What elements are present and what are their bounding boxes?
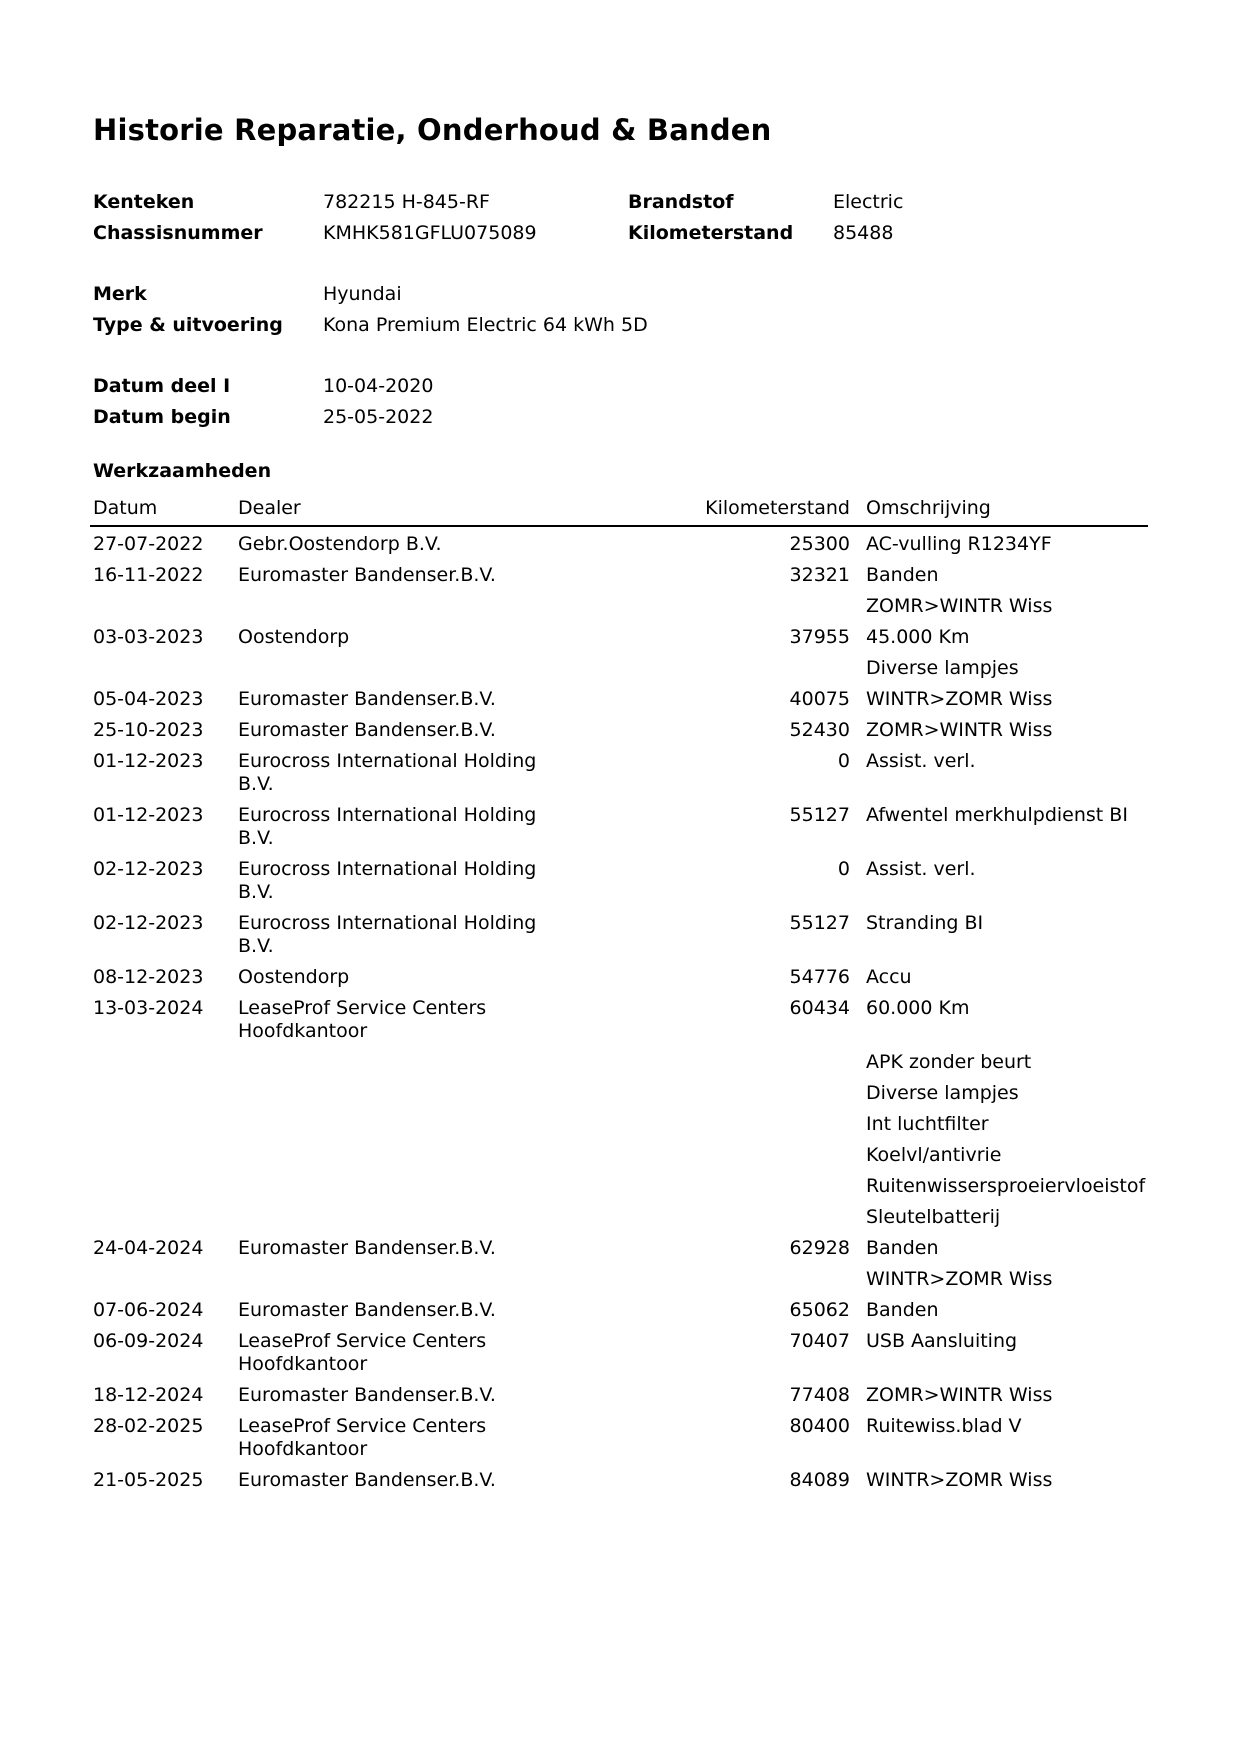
cell-omschrijving: Assist. verl. bbox=[866, 750, 976, 772]
cell-datum: 24-04-2024 bbox=[93, 1237, 204, 1259]
cell-datum: 18-12-2024 bbox=[93, 1384, 204, 1406]
cell-omschrijving: USB Aansluiting bbox=[866, 1330, 1018, 1352]
merk-value: Hyundai bbox=[323, 283, 402, 305]
cell-omschrijving: Diverse lampjes bbox=[866, 657, 1019, 679]
cell-kilometerstand: 62928 bbox=[789, 1237, 850, 1259]
section-title-werkzaamheden: Werkzaamheden bbox=[93, 460, 272, 482]
cell-omschrijving: WINTR>ZOMR Wiss bbox=[866, 688, 1053, 710]
kilometerstand-label: Kilometerstand bbox=[628, 222, 794, 244]
cell-kilometerstand: 55127 bbox=[789, 912, 850, 934]
cell-dealer: Eurocross International Holding B.V. bbox=[238, 750, 537, 795]
header-datum: Datum bbox=[93, 497, 158, 519]
cell-dealer: LeaseProf Service Centers Hoofdkantoor bbox=[238, 997, 487, 1042]
cell-dealer: Euromaster Bandenser.B.V. bbox=[238, 1237, 496, 1259]
cell-kilometerstand: 52430 bbox=[789, 719, 850, 741]
cell-datum: 25-10-2023 bbox=[93, 719, 204, 741]
type-value: Kona Premium Electric 64 kWh 5D bbox=[323, 314, 648, 336]
cell-datum: 01-12-2023 bbox=[93, 750, 204, 772]
cell-dealer: Eurocross International Holding B.V. bbox=[238, 858, 537, 903]
cell-dealer: Oostendorp bbox=[238, 626, 350, 648]
cell-datum: 02-12-2023 bbox=[93, 912, 204, 934]
cell-omschrijving: ZOMR>WINTR Wiss bbox=[866, 595, 1053, 617]
cell-kilometerstand: 55127 bbox=[789, 804, 850, 826]
kilometerstand-value: 85488 bbox=[833, 222, 894, 244]
datum-deel-value: 10-04-2020 bbox=[323, 375, 434, 397]
cell-omschrijving: WINTR>ZOMR Wiss bbox=[866, 1268, 1053, 1290]
cell-kilometerstand: 77408 bbox=[789, 1384, 850, 1406]
cell-dealer: Euromaster Bandenser.B.V. bbox=[238, 688, 496, 710]
cell-dealer: Oostendorp bbox=[238, 966, 350, 988]
cell-kilometerstand: 37955 bbox=[789, 626, 850, 648]
brandstof-label: Brandstof bbox=[628, 191, 734, 213]
cell-datum: 06-09-2024 bbox=[93, 1330, 204, 1352]
cell-kilometerstand: 0 bbox=[837, 750, 850, 772]
cell-omschrijving: Accu bbox=[866, 966, 912, 988]
cell-dealer: LeaseProf Service Centers Hoofdkantoor bbox=[238, 1330, 487, 1375]
type-label: Type & uitvoering bbox=[93, 314, 283, 336]
cell-omschrijving: WINTR>ZOMR Wiss bbox=[866, 1469, 1053, 1491]
header-omschrijving: Omschrijving bbox=[866, 497, 991, 519]
cell-datum: 05-04-2023 bbox=[93, 688, 204, 710]
cell-datum: 01-12-2023 bbox=[93, 804, 204, 826]
cell-omschrijving: 60.000 Km bbox=[866, 997, 970, 1019]
cell-kilometerstand: 54776 bbox=[789, 966, 850, 988]
cell-omschrijving: Banden bbox=[866, 564, 939, 586]
cell-omschrijving: Assist. verl. bbox=[866, 858, 976, 880]
cell-kilometerstand: 0 bbox=[837, 858, 850, 880]
cell-dealer: Eurocross International Holding B.V. bbox=[238, 804, 537, 849]
cell-omschrijving: Ruitenwissersproeiervloeistof bbox=[866, 1175, 1146, 1197]
vehicle-model bbox=[93, 279, 1153, 341]
merk-label: Merk bbox=[93, 283, 147, 305]
datum-deel-label: Datum deel I bbox=[93, 375, 231, 397]
vehicle-dates bbox=[93, 371, 1153, 433]
cell-omschrijving: Banden bbox=[866, 1237, 939, 1259]
cell-datum: 13-03-2024 bbox=[93, 997, 204, 1019]
page-title: Historie Reparatie, Onderhoud & Banden bbox=[93, 113, 772, 147]
datum-begin-label: Datum begin bbox=[93, 406, 231, 428]
cell-omschrijving: Ruitewiss.blad V bbox=[866, 1415, 1022, 1437]
cell-dealer: Eurocross International Holding B.V. bbox=[238, 912, 537, 957]
kenteken-value: 782215 H-845-RF bbox=[323, 191, 490, 213]
cell-kilometerstand: 70407 bbox=[789, 1330, 850, 1352]
cell-dealer: Euromaster Bandenser.B.V. bbox=[238, 719, 496, 741]
cell-dealer: Euromaster Bandenser.B.V. bbox=[238, 1469, 496, 1491]
cell-datum: 02-12-2023 bbox=[93, 858, 204, 880]
cell-omschrijving: Banden bbox=[866, 1299, 939, 1321]
cell-datum: 16-11-2022 bbox=[93, 564, 204, 586]
vehicle-identification bbox=[93, 187, 1153, 249]
cell-omschrijving: Diverse lampjes bbox=[866, 1082, 1019, 1104]
cell-dealer: Euromaster Bandenser.B.V. bbox=[238, 1384, 496, 1406]
cell-dealer: Gebr.Oostendorp B.V. bbox=[238, 533, 442, 555]
cell-datum: 07-06-2024 bbox=[93, 1299, 204, 1321]
datum-begin-value: 25-05-2022 bbox=[323, 406, 434, 428]
chassis-value: KMHK581GFLU075089 bbox=[323, 222, 537, 244]
cell-kilometerstand: 60434 bbox=[789, 997, 850, 1019]
header-kilometerstand: Kilometerstand bbox=[705, 497, 850, 519]
cell-omschrijving: 45.000 Km bbox=[866, 626, 970, 648]
header-dealer: Dealer bbox=[238, 497, 301, 519]
cell-omschrijving: Sleutelbatterij bbox=[866, 1206, 1001, 1228]
cell-kilometerstand: 40075 bbox=[789, 688, 850, 710]
cell-omschrijving: Int luchtfilter bbox=[866, 1113, 989, 1135]
cell-omschrijving: Koelvl/antivrie bbox=[866, 1144, 1002, 1166]
cell-kilometerstand: 84089 bbox=[789, 1469, 850, 1491]
cell-kilometerstand: 25300 bbox=[789, 533, 850, 555]
cell-dealer: Euromaster Bandenser.B.V. bbox=[238, 564, 496, 586]
cell-kilometerstand: 65062 bbox=[789, 1299, 850, 1321]
cell-omschrijving: APK zonder beurt bbox=[866, 1051, 1032, 1073]
brandstof-value: Electric bbox=[833, 191, 904, 213]
cell-omschrijving: Afwentel merkhulpdienst BI bbox=[866, 804, 1128, 826]
cell-omschrijving: AC-vulling R1234YF bbox=[866, 533, 1052, 555]
cell-dealer: Euromaster Bandenser.B.V. bbox=[238, 1299, 496, 1321]
cell-datum: 21-05-2025 bbox=[93, 1469, 204, 1491]
cell-datum: 27-07-2022 bbox=[93, 533, 204, 555]
cell-kilometerstand: 32321 bbox=[789, 564, 850, 586]
kenteken-label: Kenteken bbox=[93, 191, 195, 213]
cell-kilometerstand: 80400 bbox=[789, 1415, 850, 1437]
cell-datum: 28-02-2025 bbox=[93, 1415, 204, 1437]
chassis-label: Chassisnummer bbox=[93, 222, 263, 244]
werkzaamheden-table bbox=[90, 495, 1148, 1491]
cell-dealer: LeaseProf Service Centers Hoofdkantoor bbox=[238, 1415, 487, 1460]
cell-omschrijving: ZOMR>WINTR Wiss bbox=[866, 719, 1053, 741]
cell-datum: 03-03-2023 bbox=[93, 626, 204, 648]
table-header bbox=[90, 495, 1148, 527]
cell-omschrijving: ZOMR>WINTR Wiss bbox=[866, 1384, 1053, 1406]
cell-datum: 08-12-2023 bbox=[93, 966, 204, 988]
cell-omschrijving: Stranding BI bbox=[866, 912, 984, 934]
